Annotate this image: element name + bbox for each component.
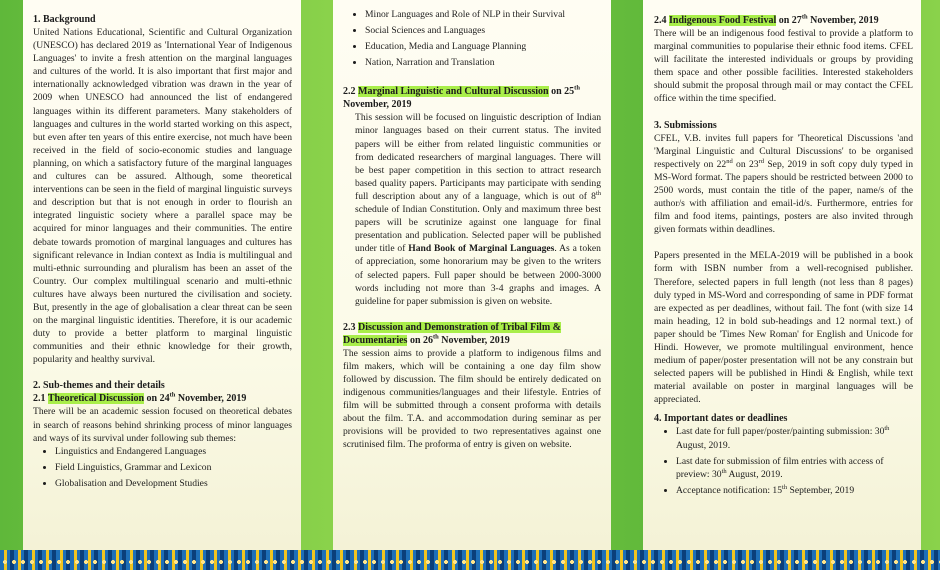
list-item: • Minor Languages and Role of NLP in their Survival: [365, 8, 601, 21]
section-2-4-text: There will be an indigenous food festival to provide a platform to marginal communities to popularise their ethnic food items. CFEL will facilitate the interested individuals or groups by providing them space and other possible facilities. Interested stakeholders should submit the proposal through mail or may contact the CFEL office within the time specified.: [654, 28, 913, 105]
book-title: Hand Book of Marginal Languages: [408, 243, 555, 255]
subtheme-list: [33, 445, 292, 490]
section-2-2-title: Marginal Linguistic and Cultural Discussion: [358, 86, 549, 98]
decorative-border-strip: [0, 550, 940, 570]
section-2-3-heading: 2.3 Discussion and Demonstration of Tribal Film & Documentaries on 26th November, 2019: [343, 321, 561, 346]
list-item: • Nation, Narration and Translation: [365, 56, 601, 69]
page-column-3: [643, 0, 921, 550]
page-column-2: [333, 0, 611, 550]
section-2-3-title: Discussion and Demonstration of Tribal Film & Documentaries: [343, 321, 561, 346]
submissions-text: CFEL, V.B. invites full papers for 'Theoretical Discussions 'and 'Marginal Linguistic and Cultural Discussions' to be organised respectively on 22nd on 23rd Sep, 2019 in soft copy duly typed in MS-Word format. The papers should be restricted between 2000 to 2500 words, must contain the title of the paper, name/s of the author/s with affiliation and email-id/s. Furthermore, entries for film and food items, paintings, posters are also invited through given formats within deadlines.: [654, 132, 913, 236]
submissions-heading: 3. Submissions: [654, 119, 717, 131]
subtheme-list-cont: [343, 8, 601, 69]
section-2-1-title: Theoretical Discussion: [47, 393, 145, 405]
section-2-2-heading: 2.2 Marginal Linguistic and Cultural Discussion on 25th November, 2019: [343, 85, 580, 111]
background-text: United Nations Educational, Scientific and Cultural Organization (UNESCO) has declared 2019 as 'International Year of Indigenous Languages' to invite a fresh attention on the marginal languages and cultures of the world. It is also important that first major and internationally acknowledged vibration was drawn in the year of 2009 when UNESCO had announced the list of endangered languages within its different parameters. Many stakeholders of languages and cultures in the world started working on this aspect, but even after ten years of this entire exercise, not much have been received in the field of socio-economic studies and language planning, on which a satisfactory future of the marginal languages and cultures can be assured. Although, some theoretical interventions can be seen in the field of marginal linguistic surveys and description but that is not enough in order to flourish an integrated linguistic society where a parallel space may be acquired for minor languages and their communities. The entire debate towards promotion of marginal languages and cultures has significant relevance in Indian context as India is multilingual and multi-ethnic surrounding and pluralism has been an asset of the Country. Our complex multilingual scenario and multi-ethnic cultures have always been nurtured the civilisation and society. But, presently in the age of globalisation a clear threat can be seen on the marginal linguistic identities. Therefore, it is our academic duty to provide a better platform to marginal linguistic communities and their ethnic knowledge for their growth, popularity and healthy survival.: [33, 27, 292, 366]
background-heading: 1. Background: [33, 14, 96, 25]
list-item: • Globalisation and Development Studies: [55, 477, 292, 490]
section-2-3-text: The session aims to provide a platform to indigenous films and film makers, which will be containing a one day film show followed by discussion. The film should be entirely dedicated on indigenous communities/languages and their lifestyle. Entries of film will be submitted through a consent proforma with details about the film. T.A. and accommodation during seminar as per provisions will be provided to two representatives against one scrutinised film. The proforma of entry is given on website.: [343, 347, 601, 451]
list-item: • Acceptance notification: 15th September, 2019: [676, 484, 913, 497]
section-2-1-heading: 2.1 Theoretical Discussion on 24th November, 2019: [33, 392, 247, 405]
subthemes-heading: 2. Sub-themes and their details: [33, 380, 165, 392]
section-2-4-title: Indigenous Food Festival: [669, 15, 777, 26]
list-item: • Field Linguistics, Grammar and Lexicon: [55, 461, 292, 474]
list-item: • Last date for submission of film entries with access of preview: 30th August, 2019.: [676, 455, 913, 481]
section-2-1-text: There will be an academic session focused on theoretical debates in search of reasons behind shrinking process of minor languages and ways of its survival under following sub themes:: [33, 406, 292, 444]
dates-list: [654, 425, 913, 496]
section-2-4-heading: 2.4 Indigenous Food Festival on 27th November, 2019: [654, 13, 879, 26]
page-column-1: [23, 0, 301, 550]
dates-heading: 4. Important dates or deadlines: [654, 413, 788, 425]
list-item: • Education, Media and Language Planning: [365, 40, 601, 53]
section-2-2-text: This session will be focused on linguistic description of Indian minor languages based on their current status. The invited papers will be either from related linguistic communities or from dedicated researchers of marginal languages. There will be best paper competition in this section to attract research based quality papers. Participants may participate with sending full description about any of a language, which is out of 8th schedule of Indian Constitution. Only and maximum three best papers will be scrutinize against one language for final presentation and publication. Selected paper will be published under title of Hand Book of Marginal Languages. As a token of appreciation, some honorarium may be given to the writers of selected papers. Full paper should be between 2000-3000 words including not more than 3-4 graphs and images. A guideline for paper submission is given on website.: [355, 112, 601, 307]
list-item: • Social Sciences and Languages: [365, 24, 601, 37]
list-item: • Last date for full paper/poster/painting submission: 30th August, 2019.: [676, 425, 913, 451]
list-item: • Linguistics and Endangered Languages: [55, 445, 292, 458]
mela-text: Papers presented in the MELA-2019 will be published in a book form with ISBN number from a well-recognised publisher. Therefore, selected papers in full length (not less than 8 pages) duly typed in MS-Word and corresponding of same in PDF format are expected as per deadlines, without fail. The font (with size 14 main heading, 12 in bold sub-headings and 12 normal text.) of paper should be 'Times New Roman' for English and Unicode for Hindi. However, we promote multilingual environment, hence medium of paper/poster presentation will not be any constrain but selected papers will be published in Hindi & English, while text material available on poster in marginal languages will be appreciated.: [654, 250, 913, 406]
